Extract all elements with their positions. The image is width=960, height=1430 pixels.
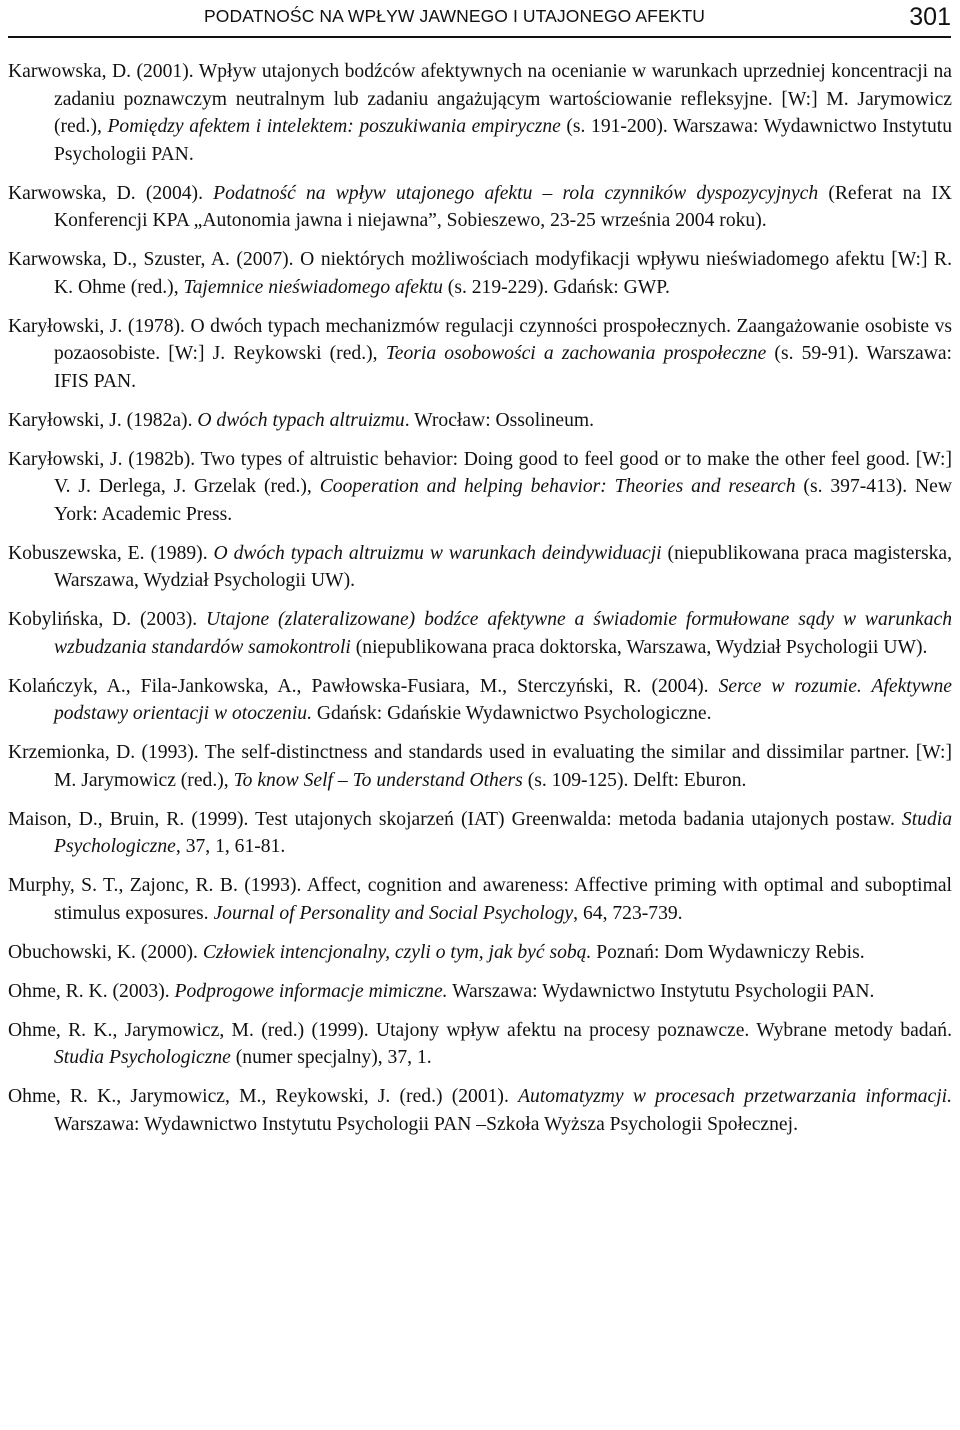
reference-title-italic: Tajemnice nieświadomego afektu (183, 276, 443, 298)
reference-text: Kolańczyk, A., Fila-Jankowska, A., Pawłowska-Fusiara, M., Sterczyński, R. (2004). (8, 675, 719, 697)
reference-title-italic: Cooperation and helping behavior: Theories and research (319, 476, 796, 497)
reference-title-italic: Pomiędzy afektem i intelektem: poszukiwania empiryczne (107, 116, 561, 137)
reference-text: Ohme, R. K., Jarymowicz, M., Reykowski, J. (red.) (2001). (8, 1086, 519, 1107)
reference-entry (8, 1017, 952, 1072)
reference-title-italic: Studia Psychologiczne (54, 1047, 231, 1068)
reference-title-italic: Automatyzmy w procesach przetwarzania informacji. (518, 1086, 953, 1107)
reference-title-italic: To know Self – To understand Others (233, 769, 523, 791)
reference-entry (8, 180, 952, 235)
reference-entry (8, 446, 952, 529)
reference-text: (niepublikowana praca doktorska, Warszawa, Wydział Psychologii UW). (350, 636, 928, 658)
reference-entry (8, 58, 952, 168)
reference-title-italic: Człowiek intencjonalny, czyli o tym, jak być sobą. (202, 941, 592, 963)
reference-text: Warszawa: Wydawnictwo Instytutu Psychologii PAN –Szkoła Wyższa Psychologii Społecznej. (54, 1113, 798, 1135)
reference-text: Kobylińska, D. (2003). (8, 609, 207, 630)
reference-title-italic: Podprogowe informacje mimiczne. (174, 980, 448, 1002)
reference-text: Karyłowski, J. (1982a). (8, 409, 198, 431)
reference-entry (8, 978, 952, 1006)
reference-text: Karwowska, D. (2004). (8, 182, 214, 204)
reference-text: (s. 219-229). Gdańsk: GWP. (442, 276, 670, 298)
reference-entry (8, 673, 952, 728)
reference-text: Karyłowski, J. (1978). O dwóch typach mechanizmów regulacji czynności prospołecznych. Zaangażowanie osobiste vs pozaosobiste. [W:] J. Reykowski (red.), (8, 315, 952, 364)
reference-text: (niepublikowana praca magisterska, Warszawa, Wydział Psychologii UW). (54, 542, 952, 591)
reference-text: Ohme, R. K., Jarymowicz, M. (red.) (1999). Utajony wpływ afektu na procesy poznawcze. Wybrane metody badań. (8, 1019, 952, 1041)
reference-text: Ohme, R. K. (2003). (8, 980, 175, 1002)
reference-text: Maison, D., Bruin, R. (1999). Test utajonych skojarzeń (IAT) Greenwalda: metoda badania utajonych postaw. (8, 808, 902, 830)
reference-text: Karwowska, D., Szuster, A. (2007). O niektórych możliwościach modyfikacji wpływu nieświadomego afektu [W:] R. K. Ohme (red.), (8, 249, 952, 298)
reference-text: Gdańsk: Gdańskie Wydawnictwo Psychologiczne. (311, 703, 712, 724)
page-header (0, 0, 960, 42)
reference-title-italic: Journal of Personality and Social Psychology (213, 902, 574, 924)
reference-text: Krzemionka, D. (1993). The self-distinctness and standards used in evaluating the similar and dissimilar partner. [W:] M. Jarymowicz (red.), (8, 742, 952, 791)
reference-list (8, 58, 952, 1150)
reference-text: , 64, 723-739. (573, 902, 683, 924)
reference-text: Murphy, S. T., Zajonc, R. B. (1993). Affect, cognition and awareness: Affective priming with optimal and suboptimal stimulus exposures. (8, 875, 952, 924)
reference-text: (s. 109-125). Delft: Eburon. (522, 769, 747, 791)
reference-text: (Referat na IX Konferencji KPA „Autonomia jawna i niejawna”, Sobieszewo, 23-25 września 2004 roku). (54, 182, 952, 231)
reference-entry (8, 939, 952, 967)
reference-text: (s. 191-200). Warszawa: Wydawnictwo Instytutu Psychologii PAN. (54, 116, 952, 165)
reference-entry (8, 739, 952, 794)
reference-text: . Wrocław: Ossolineum. (404, 409, 595, 431)
reference-entry (8, 407, 952, 435)
reference-text: Warszawa: Wydawnictwo Instytutu Psychologii PAN. (447, 980, 875, 1002)
reference-text: (numer specjalny), 37, 1. (230, 1047, 432, 1068)
reference-entry (8, 246, 952, 301)
running-title: PODATNOŚC NA WPŁYW JAWNEGO I UTAJONEGO AFEKTU (204, 6, 706, 26)
reference-title-italic: Studia Psychologiczne (54, 808, 952, 857)
reference-entry (8, 872, 952, 927)
reference-text: Kobuszewska, E. (1989). (8, 542, 214, 564)
reference-entry (8, 313, 952, 396)
reference-entry (8, 606, 952, 661)
reference-text: Karwowska, D. (2001). Wpływ utajonych bodźców afektywnych na ocenianie w warunkach uprzedniej koncentracji na zadaniu poznawczym neutralnym lub zadaniu angażującym wartościowanie refleksyjne. [W:] M. Jarymowicz (red.), (8, 61, 952, 137)
reference-title-italic: Utajone (zlateralizowane) bodźce afektywne a świadomie formułowane sądy w warunkach wzbudzania standardów samokontroli (54, 609, 952, 658)
reference-text: (s. 397-413). New York: Academic Press. (54, 476, 952, 525)
reference-entry (8, 806, 952, 861)
page-number: 301 (909, 3, 951, 31)
reference-text: Karyłowski, J. (1982b). Two types of altruistic behavior: Doing good to feel good or to make the other feel good. [W:] V. J. Derlega, J. Grzelak (red.), (8, 448, 952, 497)
reference-title-italic: Teoria osobowości a zachowania prospołeczne (385, 343, 767, 364)
reference-entry (8, 540, 952, 595)
reference-text: , 37, 1, 61-81. (175, 836, 286, 857)
reference-entry (8, 1083, 952, 1138)
reference-title-italic: O dwóch typach altruizmu (197, 409, 405, 431)
reference-title-italic: O dwóch typach altruizmu w warunkach deindywiduacji (213, 542, 662, 564)
reference-title-italic: Podatność na wpływ utajonego afektu – rola czynników dyspozycyjnych (213, 182, 819, 204)
reference-title-italic: Serce w rozumie. Afektywne podstawy orientacji w otoczeniu. (54, 675, 952, 724)
header-rule (8, 36, 951, 38)
reference-text: (s. 59-91). Warszawa: IFIS PAN. (54, 343, 952, 392)
reference-text: Obuchowski, K. (2000). (8, 941, 203, 963)
reference-text: Poznań: Dom Wydawniczy Rebis. (591, 941, 865, 963)
